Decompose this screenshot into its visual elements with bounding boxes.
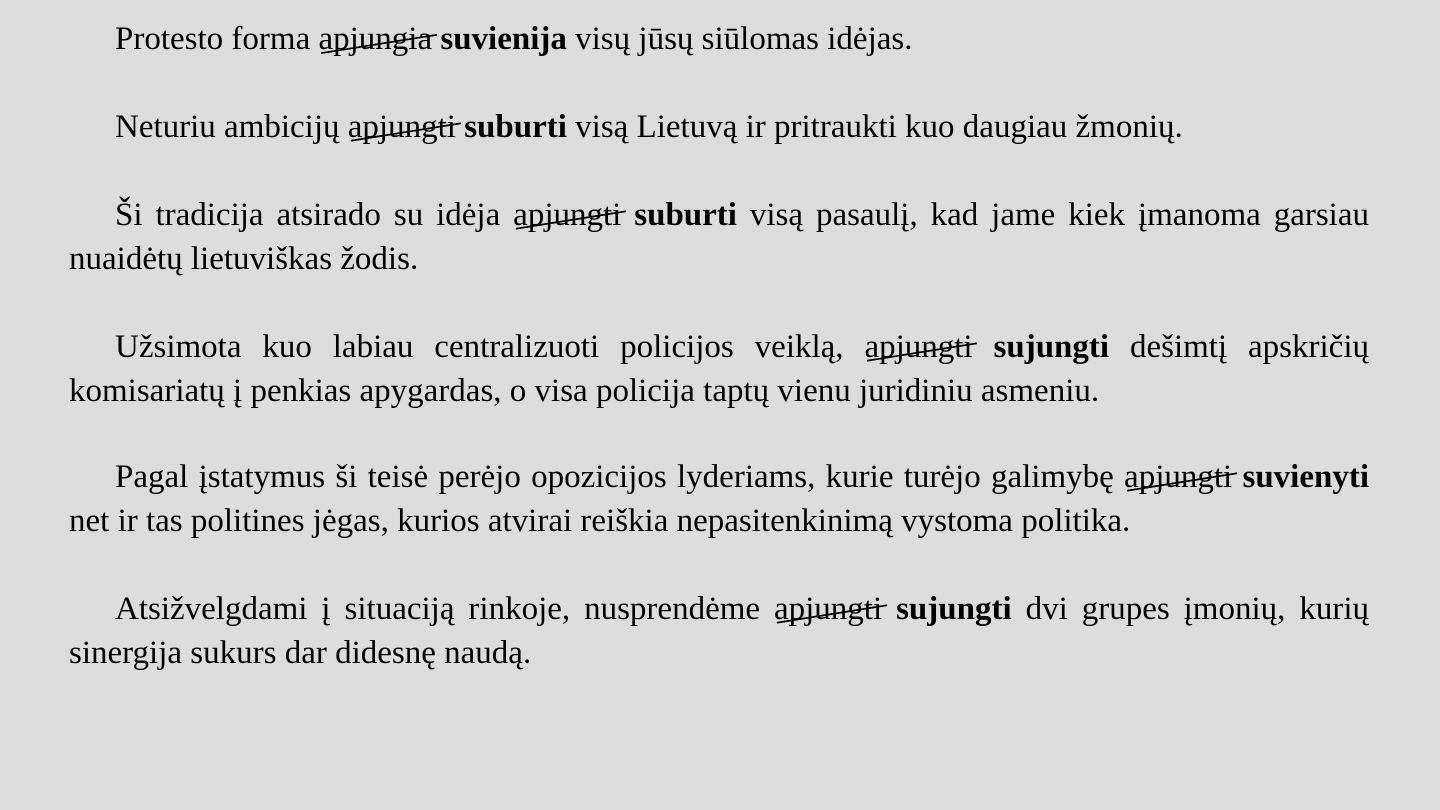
paragraph-text-after: dvi grupes įmonių, kurių sinergija sukurs dar didesnę naudą. xyxy=(69,591,1370,671)
example-paragraph-5 xyxy=(69,455,1369,543)
correction-word: suburti xyxy=(464,109,567,145)
paragraph-text-after: visą pasaulį, kad jame kiek įmanoma garsiau nuaidėtų lietuviškas žodis. xyxy=(69,197,1369,277)
example-paragraph-4 xyxy=(69,325,1369,413)
example-paragraph-1 xyxy=(69,17,1369,61)
correction-word: suvienyti xyxy=(1242,459,1370,495)
paragraph-text-before: Atsižvelgdami į situaciją rinkoje, nusprendėme xyxy=(115,591,774,627)
struck-word: apjungti xyxy=(774,587,882,631)
correction-word: suvienija xyxy=(440,21,567,57)
paragraph-text-before: Neturiu ambicijų xyxy=(115,109,348,145)
correction-word: suburti xyxy=(634,197,737,233)
paragraph-text-before: Pagal įstatymus ši teisė perėjo opozicijos lyderiams, kurie turėjo galimybę xyxy=(115,459,1125,495)
struck-word: apjungti xyxy=(1124,455,1232,499)
struck-word: apjungti xyxy=(864,325,972,369)
example-paragraph-3 xyxy=(69,193,1369,281)
paragraph-text-before: Protesto forma xyxy=(115,21,319,57)
example-paragraph-2 xyxy=(69,105,1369,149)
struck-word: apjungia xyxy=(318,17,432,61)
paragraph-text-after: visą Lietuvą ir pritraukti kuo daugiau žmonių. xyxy=(566,109,1183,145)
paragraph-text-after: net ir tas politines jėgas, kurios atvirai reiškia nepasitenkinimą vystoma politika. xyxy=(69,503,1131,539)
struck-word: apjungti xyxy=(348,105,456,149)
paragraph-text-after: visų jūsų siūlomas idėjas. xyxy=(566,21,913,57)
correction-word: sujungti xyxy=(896,591,1012,627)
paragraph-text-after: dešimtį apskričių komisariatų į penkias apygardas, o visa policija taptų vienu juridiniu asmeniu. xyxy=(69,329,1369,409)
struck-word: apjungti xyxy=(513,193,621,237)
paragraph-text-before: Užsimota kuo labiau centralizuoti policijos veiklą, xyxy=(115,329,865,365)
paragraph-text-before: Ši tradicija atsirado su idėja xyxy=(115,197,514,233)
example-paragraph-6 xyxy=(69,587,1369,675)
correction-word: sujungti xyxy=(993,329,1110,365)
